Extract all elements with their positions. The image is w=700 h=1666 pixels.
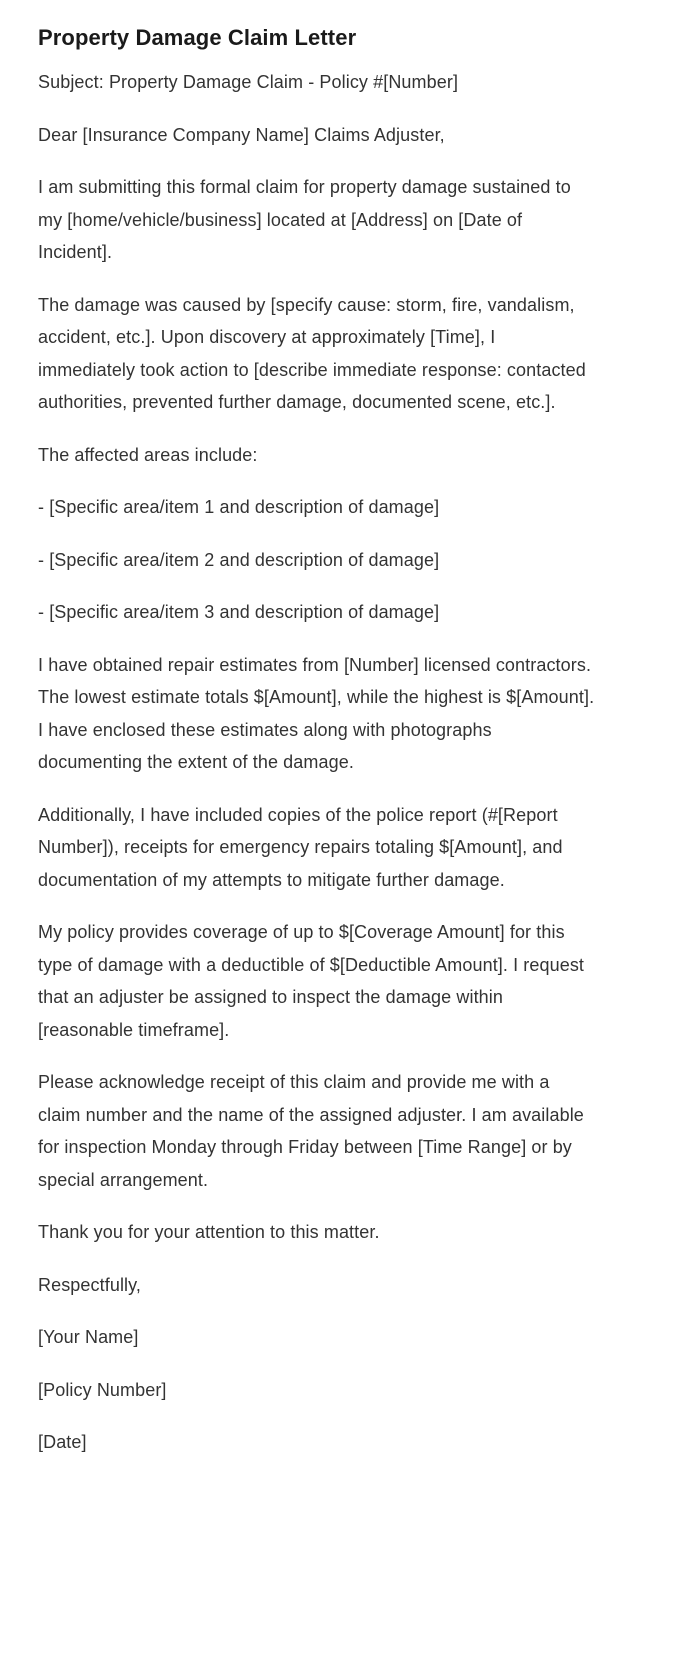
letter-paragraph: My policy provides coverage of up to $[Coverage Amount] for this type of damage with a deductible of $[Deductible Amount]. I request that an adjuster be assigned to inspect the damage within [reasonable timeframe]. <box>38 922 585 1040</box>
letter-body <box>38 66 595 1459</box>
document-title: Property Damage Claim Letter <box>38 25 357 50</box>
letter-paragraph: [Policy Number] <box>38 1379 167 1400</box>
letter-paragraph: - [Specific area/item 2 and description of damage] <box>38 549 440 570</box>
letter-paragraph: - [Specific area/item 3 and description of damage] <box>38 602 440 622</box>
letter-paragraph: The affected areas include: <box>38 444 258 465</box>
letter-paragraph: Please acknowledge receipt of this claim and provide me with a claim number and the name of the assigned adjuster. I am available for inspection Monday through Friday between [Time Range] or by special arrangement. <box>38 1072 584 1190</box>
letter-paragraph: [Your Name] <box>38 1327 139 1347</box>
claim-letter <box>38 24 595 1459</box>
letter-paragraph: The damage was caused by [specify cause: storm, fire, vandalism, accident, etc.]. Upon discovery at approximately [Time], I immediately took action to [describe immediate response: contacted authorities, prevented further damage, documented scene, etc.]. <box>38 294 586 412</box>
letter-paragraph: Dear [Insurance Company Name] Claims Adjuster, <box>38 124 445 145</box>
letter-paragraph: I have obtained repair estimates from [Number] licensed contractors. The lowest estimate totals $[Amount], while the highest is $[Amount]. I have enclosed these estimates along with photographs documenting the extent of the damage. <box>38 654 595 772</box>
letter-paragraph: - [Specific area/item 1 and description of damage] <box>38 497 440 517</box>
letter-paragraph: Subject: Property Damage Claim - Policy #[Number] <box>38 72 459 92</box>
letter-paragraph: Additionally, I have included copies of the police report (#[Report Number]), receipts for emergency repairs totaling $[Amount], and documentation of my attempts to mitigate further damage. <box>38 804 563 890</box>
letter-paragraph: Respectfully, <box>38 1274 142 1295</box>
letter-paragraph: I am submitting this formal claim for property damage sustained to my [home/vehicle/business] located at [Address] on [Date of Incident]. <box>38 177 571 262</box>
letter-paragraph: [Date] <box>38 1432 87 1452</box>
letter-paragraph: Thank you for your attention to this matter. <box>38 1222 380 1242</box>
